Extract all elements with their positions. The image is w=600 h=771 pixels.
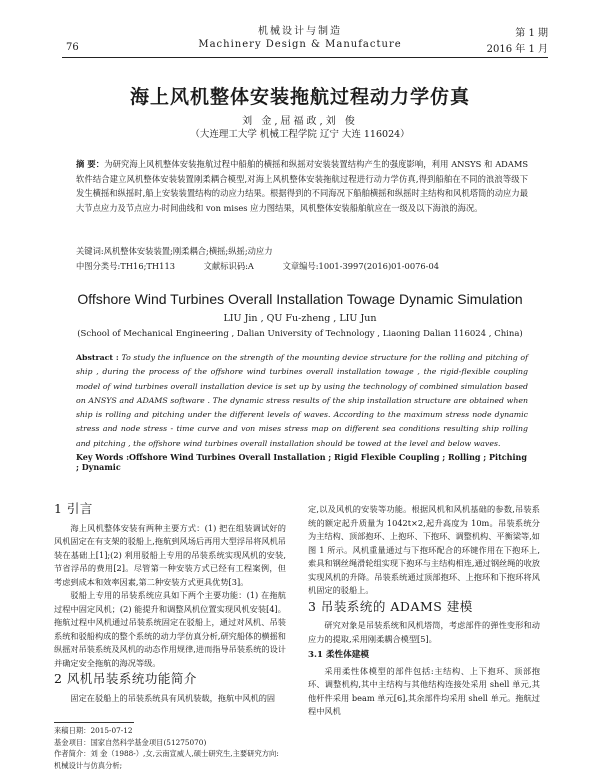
section-2-paragraph-continued: 定,以及风机的安装等功能。根据风机和风机基础的参数,吊装系统的额定起升质量为 1042t×2,起升高度为 10m。吊装系统分为主结构、顶部抱环、上抱环、下抱环、调整机构、平衡梁等,如图 1 所示。风机重量通过与下抱环配合的环键作用在下抱环上,索具和钢丝绳滑轮组实现下抱环与主结构相连,通过钢丝绳的收放实现风机的升降。吊装系统通过顶部抱环、上抱环和下抱环将风机固定的驳船上。 xyxy=(308,504,540,595)
affiliation-en: (School of Mechanical Engineering , Dalian University of Technology , Liaoning Dalian 116024 , China) xyxy=(77,329,523,339)
footnote-author: 作者简介：刘 金（1988-）,女,云南宣威人,硕士研究生,主要研究方向:机械设计与仿真分析; xyxy=(54,749,279,770)
abstract-cn-text: 为研究海上风机整体安装拖航过程中船舶的横摇和纵摇对安装装置结构产生的强度影响，利用 ANSYS 和 ADAMS 软件结合建立风机整体安装装置刚柔耦合模型,对海上风机整体安装拖航过程进行动力学仿真,得到船舶在不同的浪浪等级下发生横摇和纵摇时,船上安装装置结构的动应力结果。根据得到的不同海况下船舶横摇和纵摇时主结构和风机塔筒的动应力最大节点应力及节点应力-时间曲线和 von mises 应力图结果，风机整体安装船舶航应在一级及以下海浪的海况。 xyxy=(76,159,529,213)
abstract-en-text: To study the influence on the strength of the mounting device structure for the rolling and pitching of ship , during the process of the offshore wind turbines overall installation towage , the rigid-flexible coupling model of wind turbines overall installation device is set up by using the technology of combined simulation based on ANSYS and ADAMS software . The dynamic stress results of the ship installation structure are obtained when ship is rolling and pitching under the different levels of waves. According to the maximum stress node dynamic stress and node stress - time curve and von mises stress map on different sea conditions resulting ship rolling and pitching , the offshore wind turbines overall installation should be towed at the level and below waves. xyxy=(76,353,529,448)
classification-cn xyxy=(76,260,528,272)
authors-en: LIU Jin , QU Fu-zheng , LIU Jun xyxy=(223,313,377,324)
section-2-heading: 2 风机吊装系统功能简介 xyxy=(54,671,197,686)
paper-title-cn: 海上风机整体安装拖航过程动力学仿真 xyxy=(129,86,470,108)
footnote-received: 来稿日期：2015-07-12 xyxy=(54,726,133,735)
abstract-en xyxy=(76,351,528,451)
header-rule xyxy=(62,57,548,58)
section-3-1-paragraph-1: 采用柔性体模型的部件包括:主结构、上下抱环、顶部抱环、调整机构,其中主结构与其他结构连接处采用 shell 单元,其他杆件采用 beam 单元[6],其余部件均采用 shell 单元。拖航过程中风机 xyxy=(308,665,540,716)
section-1-paragraph-2: 驳船上专用的吊装系统应具如下两个主要功能：(1) 在拖航过程中固定风机；(2) 能提升和调整风机位置实现风机安装[4]。拖航过程中风机通过吊装系统固定在驳船上，通过对风机、吊装系统和驳船构成的整个系统的动力学仿真分析,研究船体的横摇和纵摇对吊装系统及风机的动态作用规律,进而指导吊装系统的设计并确定安全拖航的海况等级。 xyxy=(54,590,286,668)
issue-date: 2016 年 1 月 xyxy=(486,44,548,55)
section-1-paragraph-1: 海上风机整体安装有两种主要方式：(1) 把在组装调试好的风机固定在有支架的驳船上,拖航到风场后再用大型浮吊将风机吊装在基础上[1];(2) 利用驳船上专用的吊装系统实现风机的安装,节省浮吊的费用[2]。尽管第一种安装方式已经有工程案例，但考虑到成本和效率因素,第二种安装方式更具优势[3]。 xyxy=(54,522,286,587)
abstract-cn xyxy=(76,157,528,215)
keywords-cn: 关键词:风机整体安装装置;刚柔耦合;横摇;纵摇;动应力 xyxy=(76,246,273,256)
running-header xyxy=(0,0,600,60)
section-3-1-heading: 3.1 柔性体建模 xyxy=(308,650,369,660)
body-column-left xyxy=(54,500,286,705)
footnote-fund: 基金项目：国家自然科学基金项目(51275070) xyxy=(54,737,207,747)
section-2-paragraph-1: 固定在驳船上的吊装系统具有风机装载，拖航中风机的固 xyxy=(70,692,276,703)
document-code: 文献标识码:A xyxy=(203,261,254,271)
footnote-rule xyxy=(54,722,134,723)
body-column-right xyxy=(308,503,540,719)
page-number: 76 xyxy=(66,42,79,53)
journal-name-en: Machinery Design & Manufacture xyxy=(198,39,402,50)
authors-cn: 刘 金,屈福政,刘 俊 xyxy=(242,116,358,127)
affiliation-cn: （大连理工大学 机械工程学院 辽宁 大连 116024） xyxy=(190,129,410,140)
section-3-paragraph-1: 研究对象是吊装系统和风机塔筒，考虑部件的弹性变形和动应力的提取,采用刚柔耦合模型[5]。 xyxy=(308,620,540,644)
footnote xyxy=(54,722,286,771)
section-1-heading: 1 引言 xyxy=(54,501,93,516)
paper-title-en: Offshore Wind Turbines Overall Installation Towage Dynamic Simulation xyxy=(77,291,523,307)
journal-name-cn: 机械设计与制造 xyxy=(258,26,342,37)
section-3-heading: 3 吊装系统的 ADAMS 建模 xyxy=(308,598,473,614)
keywords-en: Key Words :Offshore Wind Turbines Overall Installation ; Rigid Flexible Coupling ; Rolling ; Pitching ; Dynamic xyxy=(76,452,527,472)
clc-number: 中图分类号:TH16;TH113 xyxy=(76,261,176,271)
issue-number: 第 1 期 xyxy=(515,28,548,39)
abstract-en-label: Abstract : xyxy=(76,353,119,362)
abstract-cn-label: 摘 要： xyxy=(76,159,105,169)
article-number: 文章编号:1001-3997(2016)01-0076-04 xyxy=(282,261,440,271)
